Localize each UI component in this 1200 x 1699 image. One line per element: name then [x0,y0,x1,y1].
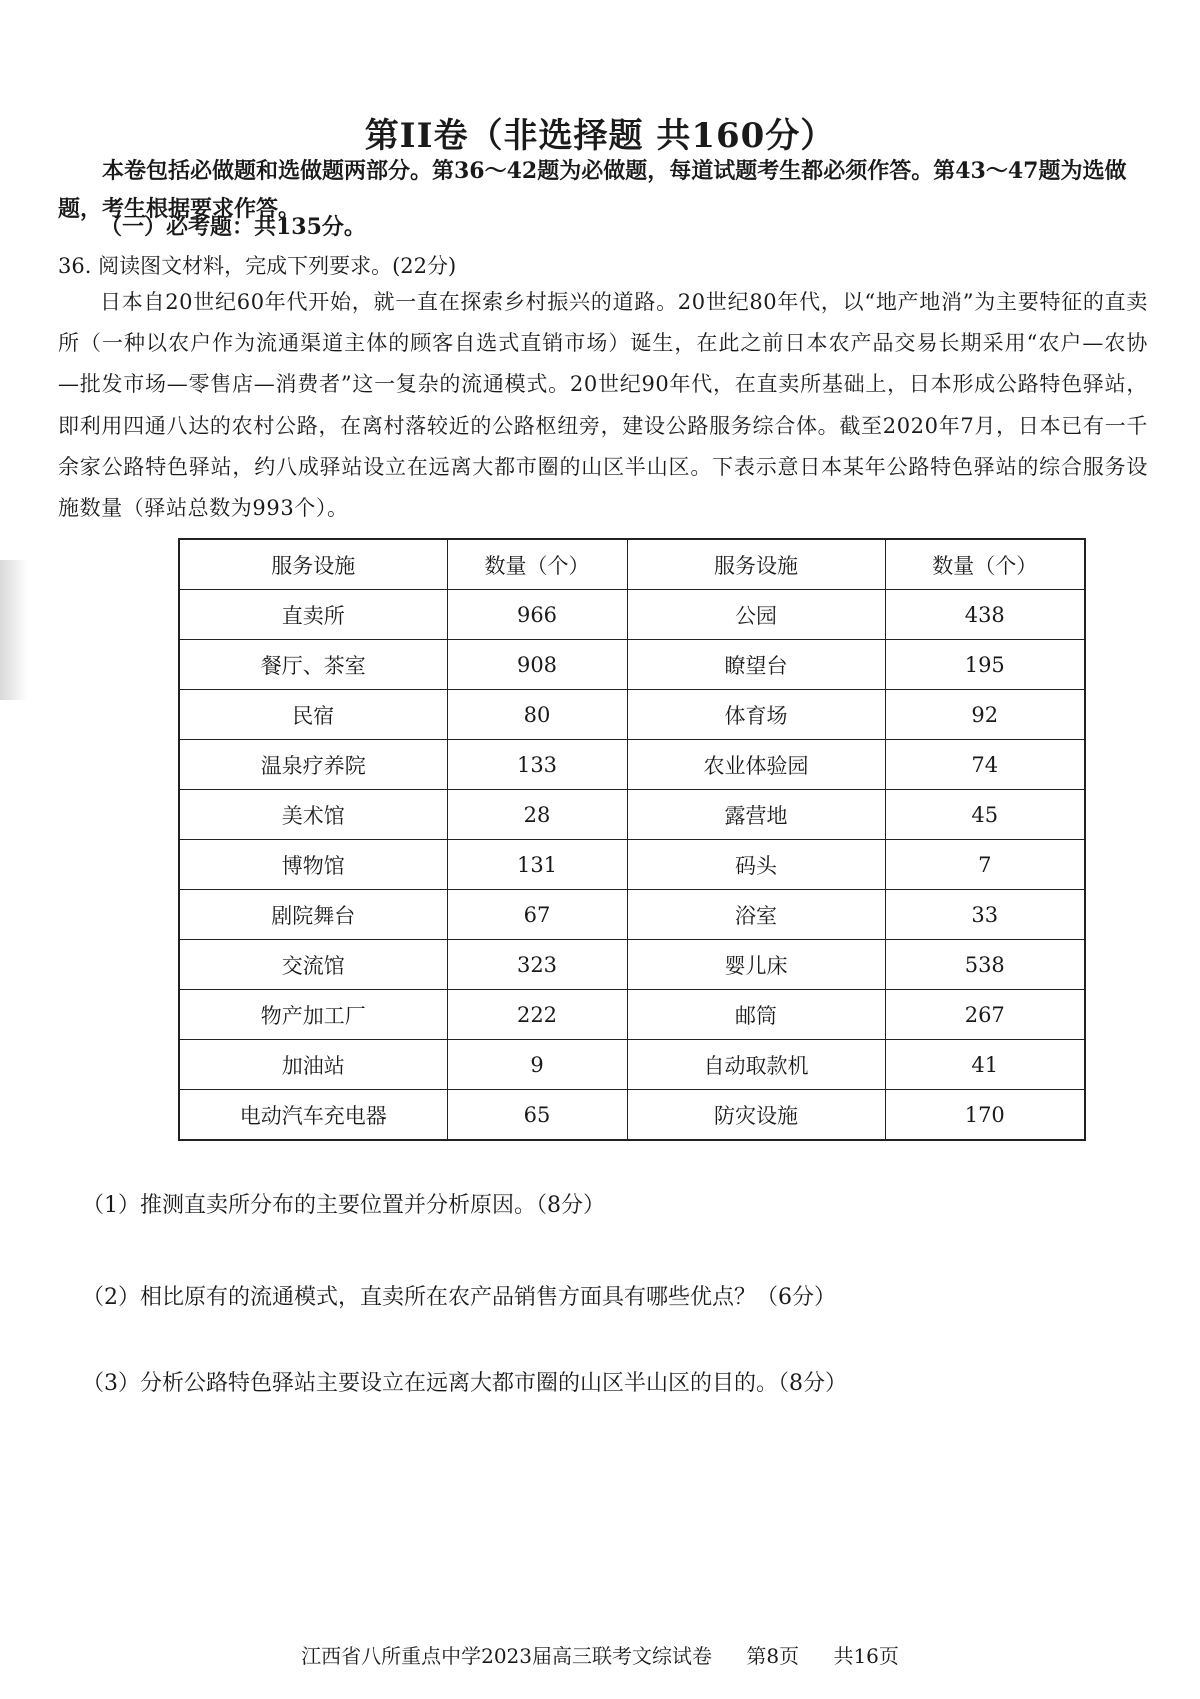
footer-total-pages: 共16页 [833,1644,899,1668]
table-cell: 交流馆 [179,940,447,990]
table-cell: 电动汽车充电器 [179,1090,447,1141]
scan-shadow [0,560,28,700]
table-cell: 28 [447,790,627,840]
table-cell: 剧院舞台 [179,890,447,940]
table-row [179,790,1085,840]
table-cell: 74 [885,740,1085,790]
table-cell: 直卖所 [179,590,447,640]
table-row [179,740,1085,790]
table-cell: 瞭望台 [627,640,885,690]
table-cell: 温泉疗养院 [179,740,447,790]
page-footer [0,1640,1200,1669]
table-cell: 美术馆 [179,790,447,840]
sub-question-2: （2）相比原有的流通模式，直卖所在农产品销售方面具有哪些优点？（6分） [82,1285,836,1310]
question-heading: 36. 阅读图文材料，完成下列要求。(22分) [58,254,457,278]
table-cell: 浴室 [627,890,885,940]
table-cell: 133 [447,740,627,790]
table-cell: 公园 [627,590,885,640]
table-cell: 131 [447,840,627,890]
table-row [179,640,1085,690]
table-cell: 体育场 [627,690,885,740]
instructions-text: 本卷包括必做题和选做题两部分。第36～42题为必做题，每道试题考生都必须作答。第43～47题为选做题，考生根据要求作答。 [58,158,1127,222]
table-cell: 博物馆 [179,840,447,890]
table-cell: 9 [447,1040,627,1090]
section-heading: （一）必考题：共135分。 [100,214,366,240]
table-cell: 33 [885,890,1085,940]
table-cell: 邮筒 [627,990,885,1040]
table-cell: 加油站 [179,1040,447,1090]
table-cell: 92 [885,690,1085,740]
sub-question-1: （1）推测直卖所分布的主要位置并分析原因。（8分） [82,1193,605,1218]
table-cell: 908 [447,640,627,690]
table-header-cell: 数量（个） [885,539,1085,590]
table-cell: 7 [885,840,1085,890]
table-cell: 65 [447,1090,627,1141]
table-cell: 餐厅、茶室 [179,640,447,690]
table-cell: 码头 [627,840,885,890]
table-row [179,990,1085,1040]
table-cell: 170 [885,1090,1085,1141]
table-row [179,590,1085,640]
table-row [179,1040,1085,1090]
table-cell: 323 [447,940,627,990]
table-cell: 民宿 [179,690,447,740]
table-row [179,690,1085,740]
table-cell: 538 [885,940,1085,990]
table-cell: 物产加工厂 [179,990,447,1040]
table-cell: 67 [447,890,627,940]
table-cell: 露营地 [627,790,885,840]
table-row [179,940,1085,990]
table-header-cell: 数量（个） [447,539,627,590]
page-title: 第II卷（非选择题 共160分） [364,116,836,156]
table-cell: 267 [885,990,1085,1040]
table-cell: 222 [447,990,627,1040]
footer-page-number: 第8页 [746,1644,800,1668]
question-passage: 日本自20世纪60年代开始，就一直在探索乡村振兴的道路。20世纪80年代，以“地产地消”为主要特征的直卖所（一种以农户作为流通渠道主体的顾客自选式直销市场）诞生，在此之前日本农产品交易长期采用“农户—农协—批发市场—零售店—消费者”这一复杂的流通模式。20世纪90年代，在直卖所基础上，日本形成公路特色驿站，即利用四通八达的农村公路，在离村落较近的公路枢纽旁，建设公路服务综合体。截至2020年7月，日本已有一千余家公路特色驿站，约八成驿站设立在远离大都市圈的山区半山区。下表示意日本某年公路特色驿站的综合服务设施数量（驿站总数为993个）。 [58,290,1148,521]
table-row [179,1090,1085,1141]
table-cell: 80 [447,690,627,740]
table-cell: 农业体验园 [627,740,885,790]
footer-exam-name: 江西省八所重点中学2023届高三联考文综试卷 [301,1644,712,1668]
table-cell: 41 [885,1040,1085,1090]
table-cell: 438 [885,590,1085,640]
table-cell: 966 [447,590,627,640]
table-header-cell: 服务设施 [627,539,885,590]
table-header-row [179,539,1085,590]
table-cell: 45 [885,790,1085,840]
facility-table [178,538,1086,1141]
table-header-cell: 服务设施 [179,539,447,590]
table-row [179,890,1085,940]
table-row [179,840,1085,890]
table-cell: 防灾设施 [627,1090,885,1141]
table-cell: 自动取款机 [627,1040,885,1090]
sub-question-3: （3）分析公路特色驿站主要设立在远离大都市圈的山区半山区的目的。（8分） [82,1371,847,1396]
table-cell: 195 [885,640,1085,690]
table-cell: 婴儿床 [627,940,885,990]
